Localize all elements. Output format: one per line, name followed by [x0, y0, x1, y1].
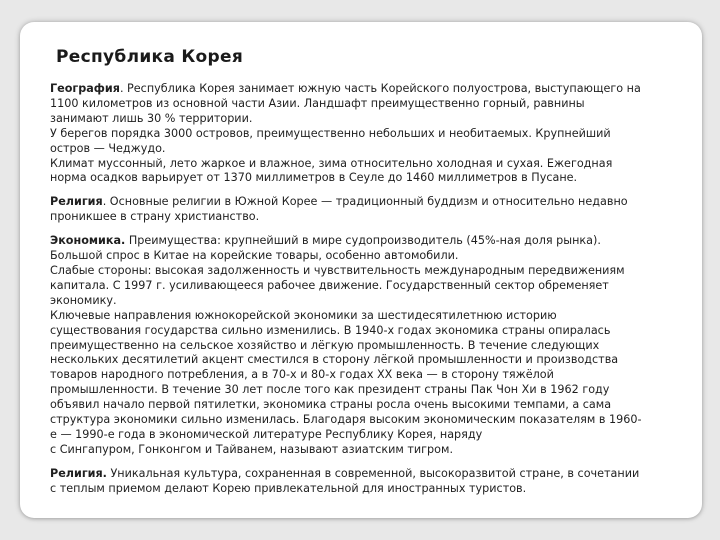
text-line: капитала. С 1997 г. усиливающееся рабочее движение. Государственный сектор обременяет: [50, 278, 609, 292]
text-fragment: . Республика Корея занимает южную часть Корейского полуострова, выступающего на: [119, 82, 641, 95]
text-line: Климат муссонный, лето жаркое и влажное, зима относительно холодная и сухая. Ежегодная: [50, 156, 613, 170]
text-line: Ключевые направления южнокорейской экономики за шестидесятилетнюю историю: [50, 308, 557, 322]
page-title: Республика Корея: [56, 47, 244, 67]
text-line: остров — Чеджудо.: [50, 141, 166, 155]
text-line: норма осадков варьирует от 1370 миллиметров в Сеуле до 1460 миллиметров в Пусане.: [50, 171, 578, 185]
slide-content: [50, 82, 690, 497]
text-line: преимущественно на сельское хозяйство и лёгкую промышленность. В течение следующих: [50, 338, 600, 352]
text-line: У берегов порядка 3000 островов, преимущественно небольших и необитаемых. Крупнейший: [50, 126, 611, 140]
text-line: занимают лишь 30 % территории.: [50, 111, 253, 125]
text-line: существования государства сильно изменились. В 1940-х годах экономика страны опиралась: [50, 323, 611, 337]
text-line: объявил начало первой пятилетки, экономика страны росла очень высокими темпами, а сама: [50, 398, 612, 412]
text-line: структура экономики сильно изменилась. Благодаря высоким экономическим показателям в 1960-: [50, 413, 642, 427]
text-line: е — 1990-е года в экономической литературе Республику Корея, наряду: [50, 427, 483, 441]
text-line: промышленности. В течение 30 лет после того как президент страны Пак Чон Хи в 1962 году: [50, 383, 610, 397]
text-fragment: Преимущества: крупнейший в мире судопроизводитель (45%-ная доля рынка).: [125, 234, 601, 248]
text-line: Слабые стороны: высокая задолженность и чувствительность международным передвижениям: [50, 263, 625, 277]
text-line: с Сингапуром, Гонконгом и Тайванем, называют азиатским тигром.: [50, 442, 453, 456]
text-line: [50, 234, 690, 249]
text-line: с теплым приемом делают Корею привлекательной для иностранных туристов.: [50, 481, 527, 495]
text-line: проникшее в страну христианство.: [50, 210, 260, 224]
text-line: 1100 километров из основной части Азии. Ландшафт преимущественно горный, равнины: [50, 96, 585, 110]
text-line: [50, 82, 690, 97]
economy-label: Экономика.: [50, 234, 126, 248]
geography-label: География: [50, 82, 120, 95]
text-line: экономику.: [50, 293, 117, 307]
text-line: нескольких десятилетий акцент сместился в сторону лёгкой промышленности и производства: [50, 353, 619, 367]
religion-culture-paragraph: [50, 467, 690, 497]
religion-culture-label: Религия.: [50, 466, 107, 480]
text-fragment: Уникальная культура, сохраненная в современной, высокоразвитой стране, в сочетании: [106, 466, 640, 480]
text-line: товаров народного потребления, а в 70-х и 80-х годах XX века — в сторону тяжёлой: [50, 368, 554, 382]
slide: [20, 22, 702, 518]
text-fragment: . Основные религии в Южной Корее — традиционный буддизм и относительно недавно: [102, 195, 628, 209]
text-line: [50, 467, 690, 482]
religion-label: Религия: [50, 195, 103, 209]
text-line: [50, 195, 690, 210]
economy-paragraph: [50, 234, 690, 458]
religion-paragraph: [50, 195, 690, 225]
text-line: Большой спрос в Китае на корейские товары, особенно автомобили.: [50, 249, 459, 263]
geography-paragraph: [50, 82, 690, 186]
